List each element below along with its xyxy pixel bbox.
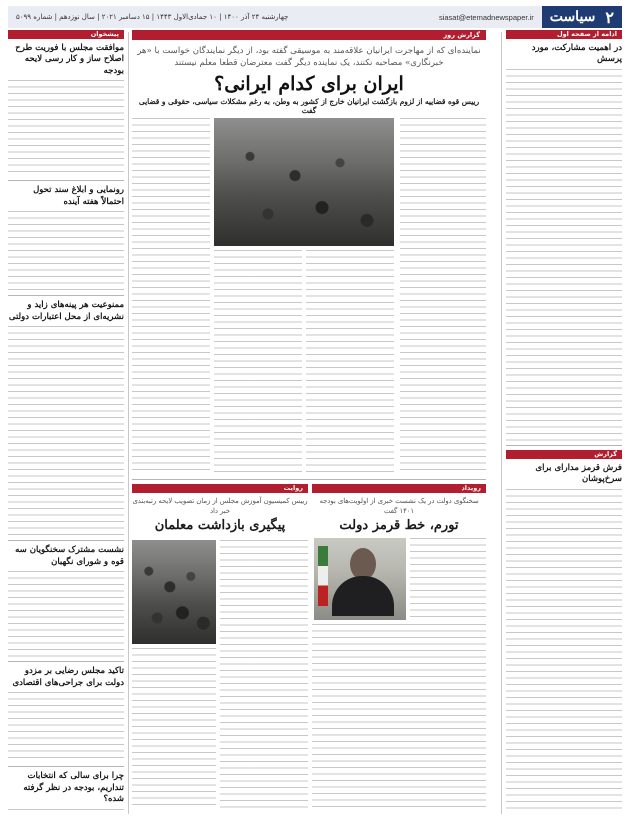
article-body bbox=[506, 69, 622, 441]
brief-body bbox=[8, 692, 124, 762]
article-body bbox=[410, 538, 486, 620]
bottom-middle-story bbox=[132, 484, 308, 814]
article-headline[interactable]: در اهمیت مشارکت، مورد پرسش bbox=[531, 43, 622, 65]
section-tag: روایت bbox=[132, 484, 308, 493]
lead-story bbox=[132, 30, 486, 115]
story-kicker: سخنگوی دولت در یک نشست خبری از اولویت‌های بودجه ۱۴۰۱ گفت bbox=[319, 497, 479, 515]
date-line: چهارشنبه ۲۴ آذر ۱۴۰۰ | ۱۰ جمادی‌الاول ۱۴۴۳ | ۱۵ دسامبر ۲۰۲۱ | سال نوزدهم | شماره ۵۰۹۹ bbox=[16, 13, 289, 21]
article-body bbox=[220, 540, 308, 810]
lead-body-column bbox=[400, 118, 486, 474]
brief-body bbox=[8, 326, 124, 536]
brief-body bbox=[8, 571, 124, 657]
header-info-bar bbox=[8, 6, 542, 28]
lead-body-column bbox=[132, 118, 210, 474]
lead-title[interactable]: ایران برای کدام ایرانی؟ bbox=[214, 73, 404, 96]
article-body bbox=[132, 648, 216, 810]
crowd-photo bbox=[214, 118, 394, 246]
spokesperson-photo bbox=[314, 538, 406, 620]
brief-headline[interactable]: چرا برای سالی که انتخابات تنداریم، بودجه در نظر گرفته شده؟ bbox=[23, 771, 124, 805]
brief-body bbox=[8, 80, 124, 176]
left-column bbox=[8, 30, 124, 814]
section-tag: گزارش bbox=[506, 450, 622, 459]
lead-body-column bbox=[214, 250, 302, 474]
column-divider bbox=[501, 32, 502, 814]
brief-body bbox=[8, 211, 124, 291]
protest-photo bbox=[132, 540, 216, 644]
brief-headline[interactable]: ممنوعیت هر پینه‌های زاید و نشریه‌ای از محل اعتبارات دولتی bbox=[8, 300, 124, 322]
lead-body-column bbox=[306, 250, 394, 474]
story-kicker: رییس کمیسیون آموزش مجلس از زمان تصویب لایحه رتبه‌بندی خبر داد bbox=[132, 497, 308, 515]
article-body bbox=[506, 489, 622, 814]
column-divider bbox=[128, 32, 129, 814]
section-tag: گزارش روز bbox=[132, 30, 486, 40]
section-title: سیاست bbox=[549, 9, 596, 25]
divider bbox=[132, 479, 486, 480]
page-number: ۲ bbox=[605, 7, 614, 27]
right-column bbox=[506, 30, 622, 814]
page-header bbox=[8, 6, 622, 28]
section-tag: رویداد bbox=[312, 484, 486, 493]
brief-headline[interactable]: رونمایی و ابلاغ سند تحول احتمالاً هفته آینده bbox=[33, 185, 124, 207]
bottom-right-story bbox=[312, 484, 486, 814]
section-tag: ادامه از صفحه اول bbox=[506, 30, 622, 39]
brief-headline[interactable]: نشست مشترک سخنگویان سه قوه و شورای نگهبان bbox=[15, 545, 124, 567]
lead-subtitle: رییس قوه قضاییه از لزوم بازگشت ایرانیان خارج از کشور به وطن، به رغم مشکلات سیاسی، حقوقی و قضایی گفت bbox=[138, 97, 480, 116]
article-headline[interactable]: فرش قرمز مدارای برای سرخ‌پوشان bbox=[535, 462, 622, 485]
section-badge bbox=[542, 6, 622, 28]
website-link[interactable]: siasat@etemadnewspaper.ir bbox=[438, 12, 534, 22]
story-title[interactable]: تورم، خط قرمز دولت bbox=[339, 518, 459, 534]
brief-body bbox=[8, 809, 124, 814]
brief-headline[interactable]: موافقت مجلس با فوریت طرح اصلاح ساز و کار رسی لایحه بودجه bbox=[15, 43, 124, 76]
story-title[interactable]: پیگیری بازداشت معلمان bbox=[154, 518, 286, 534]
brief-headline[interactable]: تاکید مجلس رضایی بر مزدو دولت برای جراحی‌های اقتصادی bbox=[12, 666, 124, 688]
article-body bbox=[312, 624, 486, 810]
section-tag: پیشخوان bbox=[8, 30, 124, 39]
lead-kicker: نماینده‌ای که از مهاجرت ایرانیان علاقه‌مند به موسیقی گفته بود، از دیگر نمایندگان خواست با «هر خبرنگاری» مصاحبه نکنند، یک نماینده دیگر گفت معترضان قطعا معلم نیستند bbox=[137, 46, 481, 69]
